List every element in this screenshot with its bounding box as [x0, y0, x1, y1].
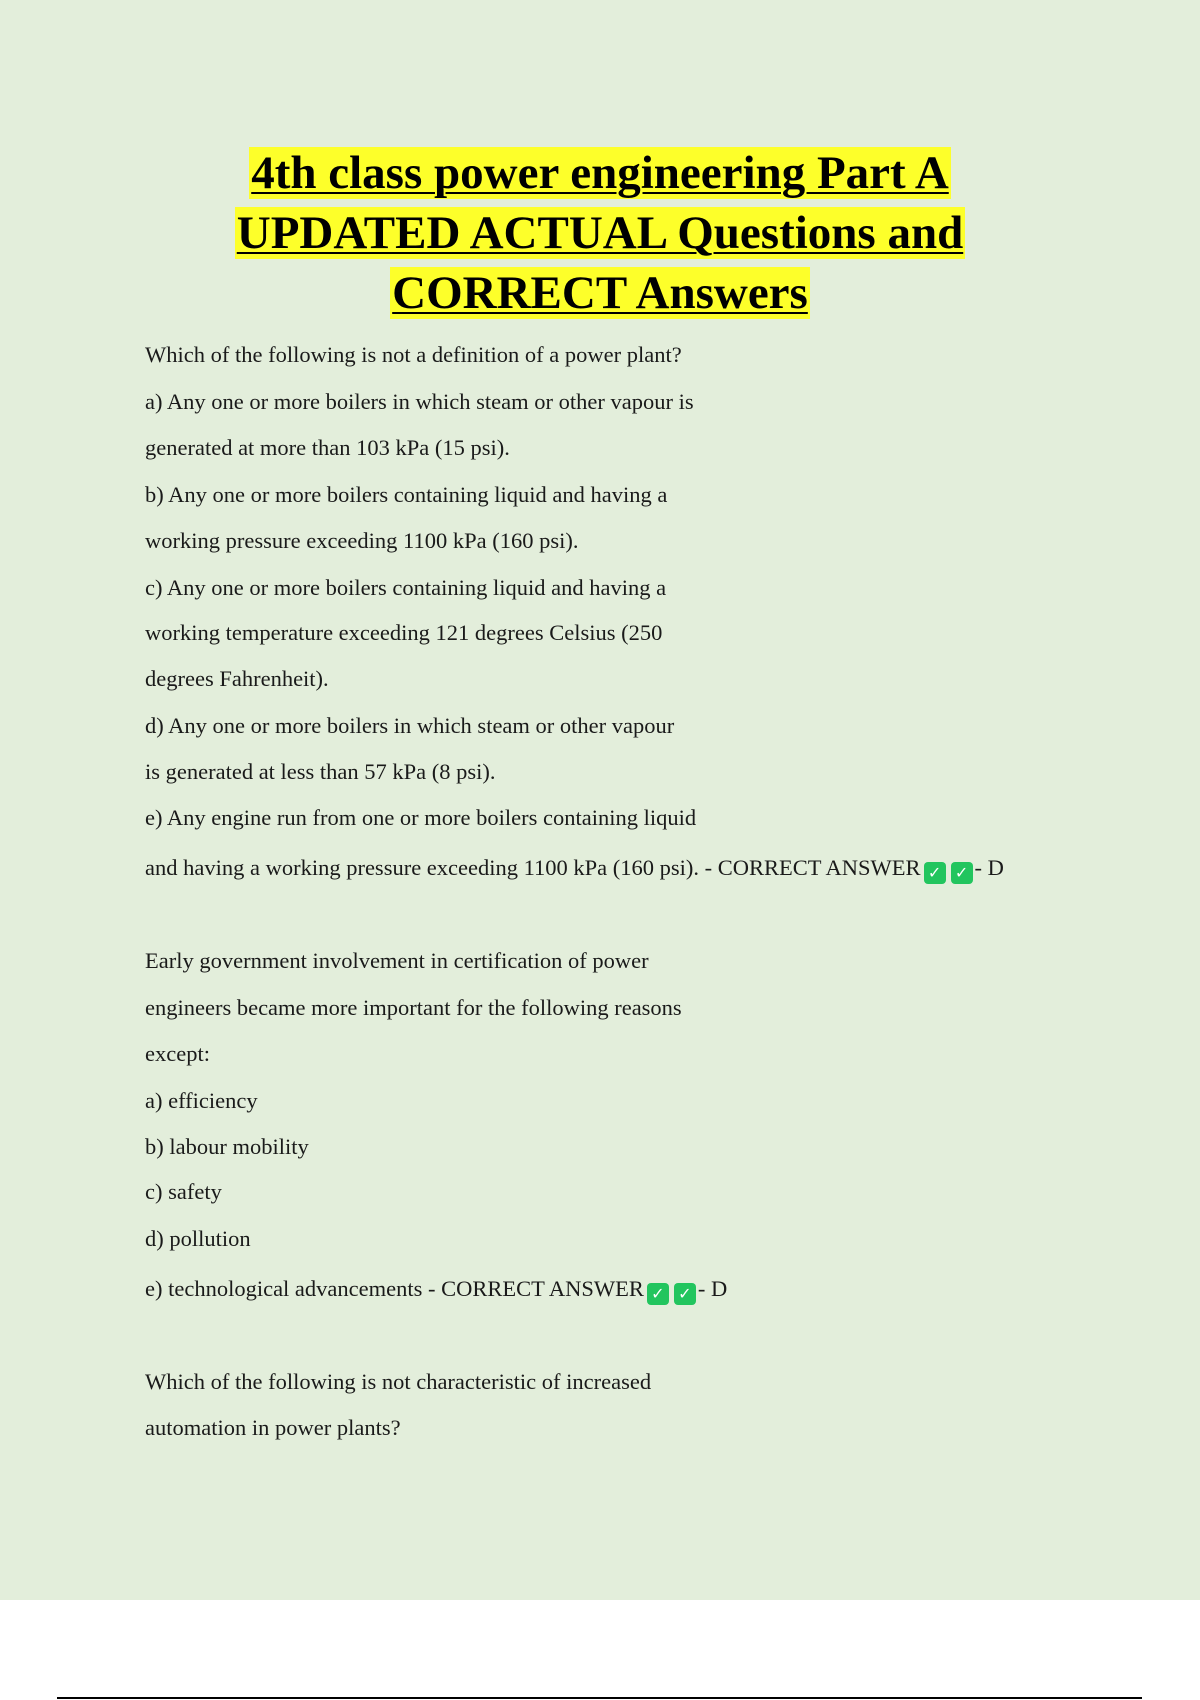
q3-stem-line-2: automation in power plants?: [145, 1415, 401, 1440]
q1-option-c-line-2: working temperature exceeding 121 degrees Celsius (250: [145, 620, 663, 645]
q1-option-c-line-1: c) Any one or more boilers containing liquid and having a: [145, 575, 667, 600]
q2-option-d: d) pollution: [145, 1226, 251, 1251]
q1-option-d-line-1: d) Any one or more boilers in which steam or other vapour: [145, 713, 675, 738]
q2-stem-line-1: Early government involvement in certification of power: [145, 948, 649, 973]
q2-option-c: c) safety: [145, 1179, 222, 1204]
q2-stem-line-2: engineers became more important for the following reasons: [145, 995, 682, 1020]
check-box-icon: ✓: [647, 1283, 669, 1305]
check-box-icon: ✓: [951, 862, 973, 884]
q3-stem-line-1: Which of the following is not characteristic of increased: [145, 1369, 652, 1394]
q2-option-a: a) efficiency: [145, 1088, 258, 1113]
q1-option-b-line-2: working pressure exceeding 1100 kPa (160 psi).: [145, 528, 579, 553]
q1-answer-letter: - D: [974, 855, 1004, 880]
q1-option-d-line-2: is generated at less than 57 kPa (8 psi).: [145, 759, 496, 784]
title-line-1: 4th class power engineering Part A: [251, 147, 949, 199]
title-line-2: UPDATED ACTUAL Questions and: [236, 207, 964, 259]
q1-answer-line: [145, 853, 1004, 884]
q2-option-b: b) labour mobility: [145, 1134, 309, 1159]
q1-option-c-line-3: degrees Fahrenheit).: [145, 666, 329, 691]
q1-option-e-line-1: e) Any engine run from one or more boilers containing liquid: [145, 805, 697, 830]
q2-answer-letter: - D: [697, 1276, 728, 1301]
document-title: [0, 144, 1200, 324]
q2-stem-line-3: except:: [145, 1041, 210, 1066]
title-line-3: CORRECT Answers: [392, 267, 808, 319]
footer-divider: [57, 1697, 1142, 1699]
q1-answer-text: and having a working pressure exceeding 1100 kPa (160 psi). - CORRECT ANSWER: [145, 855, 921, 880]
check-box-icon: ✓: [674, 1283, 696, 1305]
q2-answer-text: e) technological advancements - CORRECT ANSWER: [145, 1276, 644, 1301]
q2-answer-line: [145, 1274, 727, 1305]
q1-option-b-line-1: b) Any one or more boilers containing liquid and having a: [145, 482, 668, 507]
q1-stem: Which of the following is not a definition of a power plant?: [145, 342, 682, 367]
check-box-icon: ✓: [924, 862, 946, 884]
q1-option-a-line-2: generated at more than 103 kPa (15 psi).: [145, 435, 510, 460]
q1-option-a-line-1: a) Any one or more boilers in which steam or other vapour is: [145, 389, 694, 414]
